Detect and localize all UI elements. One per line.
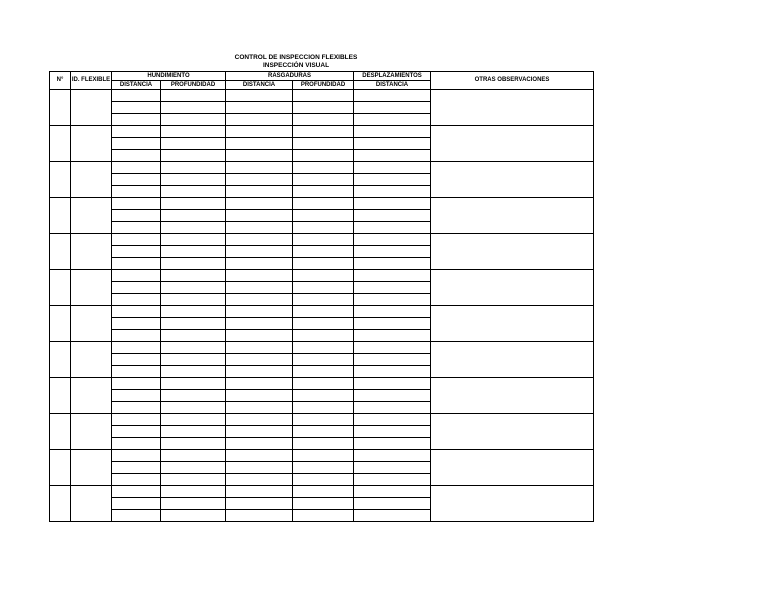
- desplazamientos-distancia-cell[interactable]: [354, 510, 431, 522]
- rasgaduras-profundidad-cell[interactable]: [293, 102, 354, 114]
- rasgaduras-distancia-cell[interactable]: [226, 318, 293, 330]
- rasgaduras-distancia-cell[interactable]: [226, 378, 293, 390]
- table-row: [50, 90, 594, 102]
- rasgaduras-distancia-cell[interactable]: [226, 498, 293, 510]
- table-row: [50, 126, 594, 138]
- rasgaduras-distancia-cell[interactable]: [226, 330, 293, 342]
- hundimiento-profundidad-cell[interactable]: [161, 198, 226, 210]
- header-observaciones: OTRAS OBSERVACIONES: [431, 72, 594, 90]
- number-cell[interactable]: [50, 486, 71, 522]
- flex-id-cell[interactable]: [71, 306, 112, 342]
- hundimiento-distancia-cell[interactable]: [112, 378, 161, 390]
- hundimiento-distancia-cell[interactable]: [112, 318, 161, 330]
- table-row: [50, 270, 594, 282]
- hundimiento-distancia-cell[interactable]: [112, 246, 161, 258]
- hundimiento-distancia-cell[interactable]: [112, 102, 161, 114]
- rasgaduras-distancia-cell[interactable]: [226, 390, 293, 402]
- rasgaduras-profundidad-cell[interactable]: [293, 90, 354, 102]
- desplazamientos-distancia-cell[interactable]: [354, 414, 431, 426]
- observaciones-cell[interactable]: [431, 270, 594, 306]
- header-flex-id: ID. FLEXIBLE: [71, 72, 112, 90]
- desplazamientos-distancia-cell[interactable]: [354, 198, 431, 210]
- hundimiento-distancia-cell[interactable]: [112, 390, 161, 402]
- number-cell[interactable]: [50, 90, 71, 126]
- desplazamientos-distancia-cell[interactable]: [354, 342, 431, 354]
- flex-id-cell[interactable]: [71, 486, 112, 522]
- rasgaduras-profundidad-cell[interactable]: [293, 138, 354, 150]
- hundimiento-distancia-cell[interactable]: [112, 294, 161, 306]
- rasgaduras-profundidad-cell[interactable]: [293, 342, 354, 354]
- hundimiento-profundidad-cell[interactable]: [161, 474, 226, 486]
- hundimiento-profundidad-cell[interactable]: [161, 162, 226, 174]
- rasgaduras-distancia-cell[interactable]: [226, 90, 293, 102]
- rasgaduras-profundidad-cell[interactable]: [293, 210, 354, 222]
- header-hundimiento: HUNDIMIENTO: [112, 72, 226, 81]
- table-row: [50, 378, 594, 390]
- rasgaduras-profundidad-cell[interactable]: [293, 462, 354, 474]
- desplazamientos-distancia-cell[interactable]: [354, 378, 431, 390]
- rasgaduras-profundidad-cell[interactable]: [293, 258, 354, 270]
- hundimiento-distancia-cell[interactable]: [112, 402, 161, 414]
- hundimiento-profundidad-cell[interactable]: [161, 318, 226, 330]
- rasgaduras-profundidad-cell[interactable]: [293, 450, 354, 462]
- hundimiento-distancia-cell[interactable]: [112, 354, 161, 366]
- hundimiento-profundidad-cell[interactable]: [161, 510, 226, 522]
- flex-id-cell[interactable]: [71, 414, 112, 450]
- observaciones-cell[interactable]: [431, 234, 594, 270]
- rasgaduras-distancia-cell[interactable]: [226, 246, 293, 258]
- desplazamientos-distancia-cell[interactable]: [354, 258, 431, 270]
- header-hundimiento-profundidad: PROFUNDIDAD: [161, 81, 226, 90]
- observaciones-cell[interactable]: [431, 486, 594, 522]
- rasgaduras-profundidad-cell[interactable]: [293, 162, 354, 174]
- rasgaduras-profundidad-cell[interactable]: [293, 222, 354, 234]
- table-row: [50, 342, 594, 354]
- table-row: [50, 198, 594, 210]
- hundimiento-profundidad-cell[interactable]: [161, 462, 226, 474]
- header-desplazamientos: DESPLAZAMIENTOS: [354, 72, 431, 81]
- desplazamientos-distancia-cell[interactable]: [354, 306, 431, 318]
- flex-id-cell[interactable]: [71, 198, 112, 234]
- header-number: N°: [50, 72, 71, 90]
- hundimiento-profundidad-cell[interactable]: [161, 102, 226, 114]
- rasgaduras-distancia-cell[interactable]: [226, 222, 293, 234]
- desplazamientos-distancia-cell[interactable]: [354, 102, 431, 114]
- rasgaduras-profundidad-cell[interactable]: [293, 318, 354, 330]
- desplazamientos-distancia-cell[interactable]: [354, 174, 431, 186]
- flex-id-cell[interactable]: [71, 450, 112, 486]
- observaciones-cell[interactable]: [431, 414, 594, 450]
- hundimiento-profundidad-cell[interactable]: [161, 90, 226, 102]
- rasgaduras-distancia-cell[interactable]: [226, 438, 293, 450]
- rasgaduras-distancia-cell[interactable]: [226, 174, 293, 186]
- hundimiento-distancia-cell[interactable]: [112, 138, 161, 150]
- desplazamientos-distancia-cell[interactable]: [354, 474, 431, 486]
- desplazamientos-distancia-cell[interactable]: [354, 402, 431, 414]
- rasgaduras-profundidad-cell[interactable]: [293, 306, 354, 318]
- rasgaduras-distancia-cell[interactable]: [226, 474, 293, 486]
- rasgaduras-distancia-cell[interactable]: [226, 126, 293, 138]
- desplazamientos-distancia-cell[interactable]: [354, 366, 431, 378]
- rasgaduras-distancia-cell[interactable]: [226, 306, 293, 318]
- hundimiento-distancia-cell[interactable]: [112, 198, 161, 210]
- desplazamientos-distancia-cell[interactable]: [354, 234, 431, 246]
- observaciones-cell[interactable]: [431, 342, 594, 378]
- rasgaduras-distancia-cell[interactable]: [226, 366, 293, 378]
- rasgaduras-profundidad-cell[interactable]: [293, 390, 354, 402]
- hundimiento-distancia-cell[interactable]: [112, 474, 161, 486]
- rasgaduras-distancia-cell[interactable]: [226, 402, 293, 414]
- rasgaduras-profundidad-cell[interactable]: [293, 246, 354, 258]
- desplazamientos-distancia-cell[interactable]: [354, 354, 431, 366]
- rasgaduras-profundidad-cell[interactable]: [293, 426, 354, 438]
- number-cell[interactable]: [50, 342, 71, 378]
- desplazamientos-distancia-cell[interactable]: [354, 270, 431, 282]
- flex-id-cell[interactable]: [71, 234, 112, 270]
- rasgaduras-distancia-cell[interactable]: [226, 198, 293, 210]
- rasgaduras-distancia-cell[interactable]: [226, 414, 293, 426]
- rasgaduras-distancia-cell[interactable]: [226, 138, 293, 150]
- flex-id-cell[interactable]: [71, 90, 112, 126]
- table-row: [50, 414, 594, 426]
- desplazamientos-distancia-cell[interactable]: [354, 426, 431, 438]
- observaciones-cell[interactable]: [431, 306, 594, 342]
- hundimiento-profundidad-cell[interactable]: [161, 450, 226, 462]
- rasgaduras-profundidad-cell[interactable]: [293, 330, 354, 342]
- rasgaduras-distancia-cell[interactable]: [226, 114, 293, 126]
- hundimiento-distancia-cell[interactable]: [112, 462, 161, 474]
- rasgaduras-distancia-cell[interactable]: [226, 354, 293, 366]
- hundimiento-profundidad-cell[interactable]: [161, 138, 226, 150]
- header-hundimiento-distancia: DISTANCIA: [112, 81, 161, 90]
- hundimiento-profundidad-cell[interactable]: [161, 246, 226, 258]
- number-cell[interactable]: [50, 162, 71, 198]
- hundimiento-profundidad-cell[interactable]: [161, 126, 226, 138]
- desplazamientos-distancia-cell[interactable]: [354, 330, 431, 342]
- inspection-table-body: [50, 90, 594, 522]
- observaciones-cell[interactable]: [431, 90, 594, 126]
- rasgaduras-profundidad-cell[interactable]: [293, 354, 354, 366]
- desplazamientos-distancia-cell[interactable]: [354, 282, 431, 294]
- hundimiento-distancia-cell[interactable]: [112, 366, 161, 378]
- hundimiento-distancia-cell[interactable]: [112, 414, 161, 426]
- rasgaduras-distancia-cell[interactable]: [226, 270, 293, 282]
- rasgaduras-profundidad-cell[interactable]: [293, 474, 354, 486]
- hundimiento-profundidad-cell[interactable]: [161, 438, 226, 450]
- rasgaduras-profundidad-cell[interactable]: [293, 486, 354, 498]
- hundimiento-profundidad-cell[interactable]: [161, 366, 226, 378]
- hundimiento-distancia-cell[interactable]: [112, 270, 161, 282]
- hundimiento-profundidad-cell[interactable]: [161, 354, 226, 366]
- rasgaduras-distancia-cell[interactable]: [226, 426, 293, 438]
- rasgaduras-distancia-cell[interactable]: [226, 294, 293, 306]
- rasgaduras-profundidad-cell[interactable]: [293, 234, 354, 246]
- desplazamientos-distancia-cell[interactable]: [354, 438, 431, 450]
- rasgaduras-profundidad-cell[interactable]: [293, 366, 354, 378]
- hundimiento-distancia-cell[interactable]: [112, 174, 161, 186]
- rasgaduras-profundidad-cell[interactable]: [293, 186, 354, 198]
- flex-id-cell[interactable]: [71, 270, 112, 306]
- hundimiento-profundidad-cell[interactable]: [161, 342, 226, 354]
- rasgaduras-distancia-cell[interactable]: [226, 186, 293, 198]
- desplazamientos-distancia-cell[interactable]: [354, 462, 431, 474]
- inspection-table: [49, 71, 594, 522]
- document-title: CONTROL DE INSPECCION FLEXIBLES: [234, 54, 358, 61]
- hundimiento-profundidad-cell[interactable]: [161, 414, 226, 426]
- observaciones-cell[interactable]: [431, 378, 594, 414]
- desplazamientos-distancia-cell[interactable]: [354, 90, 431, 102]
- number-cell[interactable]: [50, 414, 71, 450]
- rasgaduras-distancia-cell[interactable]: [226, 510, 293, 522]
- hundimiento-profundidad-cell[interactable]: [161, 294, 226, 306]
- header-desplazamientos-distancia: DISTANCIA: [354, 81, 431, 90]
- rasgaduras-distancia-cell[interactable]: [226, 450, 293, 462]
- rasgaduras-profundidad-cell[interactable]: [293, 498, 354, 510]
- hundimiento-profundidad-cell[interactable]: [161, 234, 226, 246]
- flex-id-cell[interactable]: [71, 342, 112, 378]
- hundimiento-distancia-cell[interactable]: [112, 306, 161, 318]
- rasgaduras-profundidad-cell[interactable]: [293, 126, 354, 138]
- desplazamientos-distancia-cell[interactable]: [354, 162, 431, 174]
- desplazamientos-distancia-cell[interactable]: [354, 294, 431, 306]
- observaciones-cell[interactable]: [431, 198, 594, 234]
- flex-id-cell[interactable]: [71, 126, 112, 162]
- hundimiento-distancia-cell[interactable]: [112, 162, 161, 174]
- rasgaduras-distancia-cell[interactable]: [226, 258, 293, 270]
- desplazamientos-distancia-cell[interactable]: [354, 126, 431, 138]
- hundimiento-profundidad-cell[interactable]: [161, 330, 226, 342]
- hundimiento-profundidad-cell[interactable]: [161, 426, 226, 438]
- number-cell[interactable]: [50, 198, 71, 234]
- hundimiento-distancia-cell[interactable]: [112, 450, 161, 462]
- hundimiento-profundidad-cell[interactable]: [161, 258, 226, 270]
- document-subtitle: INSPECCIÓN VISUAL: [262, 62, 330, 69]
- hundimiento-profundidad-cell[interactable]: [161, 282, 226, 294]
- hundimiento-profundidad-cell[interactable]: [161, 150, 226, 162]
- number-cell[interactable]: [50, 306, 71, 342]
- hundimiento-profundidad-cell[interactable]: [161, 378, 226, 390]
- table-row: [50, 162, 594, 174]
- rasgaduras-distancia-cell[interactable]: [226, 342, 293, 354]
- hundimiento-distancia-cell[interactable]: [112, 342, 161, 354]
- number-cell[interactable]: [50, 126, 71, 162]
- hundimiento-distancia-cell[interactable]: [112, 186, 161, 198]
- table-row: [50, 234, 594, 246]
- rasgaduras-distancia-cell[interactable]: [226, 102, 293, 114]
- hundimiento-profundidad-cell[interactable]: [161, 186, 226, 198]
- desplazamientos-distancia-cell[interactable]: [354, 150, 431, 162]
- rasgaduras-profundidad-cell[interactable]: [293, 282, 354, 294]
- hundimiento-distancia-cell[interactable]: [112, 90, 161, 102]
- rasgaduras-profundidad-cell[interactable]: [293, 510, 354, 522]
- hundimiento-profundidad-cell[interactable]: [161, 390, 226, 402]
- flex-id-cell[interactable]: [71, 162, 112, 198]
- desplazamientos-distancia-cell[interactable]: [354, 390, 431, 402]
- observaciones-cell[interactable]: [431, 162, 594, 198]
- hundimiento-profundidad-cell[interactable]: [161, 174, 226, 186]
- desplazamientos-distancia-cell[interactable]: [354, 246, 431, 258]
- hundimiento-distancia-cell[interactable]: [112, 438, 161, 450]
- desplazamientos-distancia-cell[interactable]: [354, 498, 431, 510]
- number-cell[interactable]: [50, 270, 71, 306]
- rasgaduras-profundidad-cell[interactable]: [293, 150, 354, 162]
- number-cell[interactable]: [50, 234, 71, 270]
- table-row: [50, 306, 594, 318]
- hundimiento-profundidad-cell[interactable]: [161, 114, 226, 126]
- rasgaduras-profundidad-cell[interactable]: [293, 378, 354, 390]
- number-cell[interactable]: [50, 450, 71, 486]
- hundimiento-distancia-cell[interactable]: [112, 426, 161, 438]
- hundimiento-distancia-cell[interactable]: [112, 234, 161, 246]
- hundimiento-distancia-cell[interactable]: [112, 258, 161, 270]
- observaciones-cell[interactable]: [431, 126, 594, 162]
- header-rasgaduras-profundidad: PROFUNDIDAD: [293, 81, 354, 90]
- desplazamientos-distancia-cell[interactable]: [354, 186, 431, 198]
- desplazamientos-distancia-cell[interactable]: [354, 114, 431, 126]
- flex-id-cell[interactable]: [71, 378, 112, 414]
- rasgaduras-profundidad-cell[interactable]: [293, 294, 354, 306]
- desplazamientos-distancia-cell[interactable]: [354, 318, 431, 330]
- hundimiento-distancia-cell[interactable]: [112, 330, 161, 342]
- rasgaduras-distancia-cell[interactable]: [226, 150, 293, 162]
- hundimiento-distancia-cell[interactable]: [112, 114, 161, 126]
- rasgaduras-distancia-cell[interactable]: [226, 462, 293, 474]
- rasgaduras-distancia-cell[interactable]: [226, 282, 293, 294]
- table-row: [50, 450, 594, 462]
- rasgaduras-profundidad-cell[interactable]: [293, 414, 354, 426]
- hundimiento-distancia-cell[interactable]: [112, 210, 161, 222]
- rasgaduras-distancia-cell[interactable]: [226, 234, 293, 246]
- desplazamientos-distancia-cell[interactable]: [354, 486, 431, 498]
- rasgaduras-profundidad-cell[interactable]: [293, 402, 354, 414]
- header-rasgaduras: RASGADURAS: [226, 72, 354, 81]
- table-row: [50, 486, 594, 498]
- hundimiento-distancia-cell[interactable]: [112, 498, 161, 510]
- desplazamientos-distancia-cell[interactable]: [354, 138, 431, 150]
- desplazamientos-distancia-cell[interactable]: [354, 222, 431, 234]
- rasgaduras-profundidad-cell[interactable]: [293, 438, 354, 450]
- hundimiento-distancia-cell[interactable]: [112, 486, 161, 498]
- hundimiento-distancia-cell[interactable]: [112, 222, 161, 234]
- hundimiento-profundidad-cell[interactable]: [161, 210, 226, 222]
- hundimiento-profundidad-cell[interactable]: [161, 270, 226, 282]
- hundimiento-profundidad-cell[interactable]: [161, 222, 226, 234]
- hundimiento-profundidad-cell[interactable]: [161, 498, 226, 510]
- hundimiento-distancia-cell[interactable]: [112, 510, 161, 522]
- observaciones-cell[interactable]: [431, 450, 594, 486]
- number-cell[interactable]: [50, 378, 71, 414]
- desplazamientos-distancia-cell[interactable]: [354, 450, 431, 462]
- rasgaduras-profundidad-cell[interactable]: [293, 270, 354, 282]
- rasgaduras-profundidad-cell[interactable]: [293, 114, 354, 126]
- hundimiento-distancia-cell[interactable]: [112, 126, 161, 138]
- rasgaduras-profundidad-cell[interactable]: [293, 198, 354, 210]
- header-rasgaduras-distancia: DISTANCIA: [226, 81, 293, 90]
- desplazamientos-distancia-cell[interactable]: [354, 210, 431, 222]
- hundimiento-profundidad-cell[interactable]: [161, 402, 226, 414]
- rasgaduras-distancia-cell[interactable]: [226, 210, 293, 222]
- rasgaduras-profundidad-cell[interactable]: [293, 174, 354, 186]
- hundimiento-distancia-cell[interactable]: [112, 282, 161, 294]
- rasgaduras-distancia-cell[interactable]: [226, 162, 293, 174]
- hundimiento-profundidad-cell[interactable]: [161, 306, 226, 318]
- hundimiento-profundidad-cell[interactable]: [161, 486, 226, 498]
- hundimiento-distancia-cell[interactable]: [112, 150, 161, 162]
- rasgaduras-distancia-cell[interactable]: [226, 486, 293, 498]
